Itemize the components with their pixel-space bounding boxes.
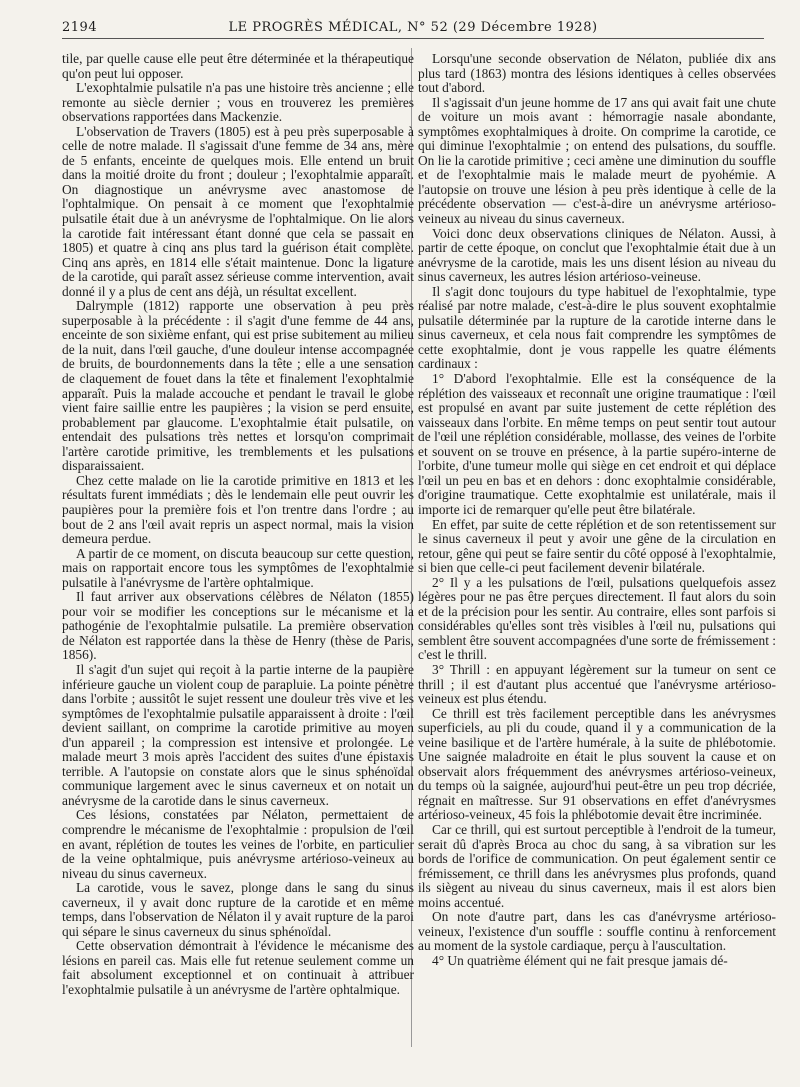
paragraph: 2° Il y a les pulsations de l'œil, pulsations quelquefois assez légères pour ne pas être perçues directement. Il faut alors du soin et de la précision pour les sentir. Au contraire, elles sont parfois si considérables qu'elles sont très visibles à l'œil nu, pulsations qui semblent être souvent accompagnées d'une sorte de frémissement : c'est le thrill. [418, 574, 776, 663]
left-column [62, 52, 414, 998]
running-title: LE PROGRÈS MÉDICAL, N° 52 (29 Décembre 1928) [228, 20, 598, 35]
paragraph: Il s'agit donc toujours du type habituel de l'exophtalmie, type réalisé par notre malade, c'est-à-dire le plus souvent exophtalmie pulsatile déterminée par la rupture de la carotide interne dans le sinus caverneux, et cela nous fait comprendre les symptômes de cette exophtalmie, dont je vous rappelle les quatre éléments cardinaux : [418, 283, 776, 372]
paragraph: 4° Un quatrième élément qui ne fait presque jamais dé- [432, 952, 728, 968]
running-header [62, 16, 764, 39]
paragraph: Voici donc deux observations cliniques de Nélaton. Aussi, à partir de cette époque, on conclut que l'exophtalmie était due à un anévrysme de la carotide, mais les uns disent lésion au niveau du sinus caverneux, les autres lésion artérioso-veineuse. [418, 225, 776, 285]
paragraph: La carotide, vous le savez, plonge dans le sang du sinus caverneux, il y avait donc rupture de la carotide et en même temps, dans l'observation de Nélaton il y avait rupture de la paroi qui sépare le sinus caverneux du sinus sphénoïdal. [62, 880, 414, 939]
paragraph: On note d'autre part, dans les cas d'anévrysme artérioso-veineux, l'existence d'un souffle : souffle continu à renforcement au moment de la systole cardiaque, perçu à l'auscultation. [418, 909, 776, 954]
paragraph: Il faut arriver aux observations célèbres de Nélaton (1855) pour voir se modifier les conceptions sur le mécanisme et la pathogénie de l'exophtalmie pulsatile. La première observation de Nélaton est rapportée dans la thèse de Henry (thèse de Paris, 1856). [62, 589, 414, 663]
paragraph: Dalrymple (1812) rapporte une observation à peu près superposable à la précédente : il s'agit d'une femme de 44 ans, enceinte de son sixième enfant, qui est prise subitement au milieu de la nuit, dans l'œil gauche, d'une douleur intense accompagnée de bruits, de bourdonnements dans la tête ; elle a une sensation de claquement de fouet dans la tête et finalement l'exophtalmie apparaît. Puis la malade accouche et pendant le travail le globe vient faire saillie entre les paupières ; la vision se perd ensuite, probablement par glaucome. L'exophtalmie était pulsatile, on entendait des pulsations très nettes et lorsqu'on comprimait l'artère carotide primitive, les tremblements et les pulsations disparaissaient. [62, 298, 414, 474]
paragraph: tile, par quelle cause elle peut être déterminée et la thérapeutique qu'on peut lui opposer. [62, 51, 414, 81]
paragraph: Il s'agissait d'un jeune homme de 17 ans qui avait fait une chute de voiture un mois avant : hémorragie nasale abondante, symptômes exophtalmiques à droite. On comprime la carotide, ce qui diminue l'exophtalmie ; on entend des pulsations, du souffle. On lie la carotide primitive ; ceci amène une diminution du souffle et de l'exophtalmie mais le malade meurt de pyohémie. A l'autopsie on trouve une lésion à peu près identique à celle de la précédente observation — c'est-à-dire un anévrysme artérioso-veineux au niveau du sinus caverneux. [418, 94, 776, 227]
paragraph: L'exophtalmie pulsatile n'a pas une histoire très ancienne ; elle remonte au siècle dernier ; vous en trouverez les premières observations rapportées dans Mackenzie. [62, 80, 414, 125]
paragraph: Lorsqu'une seconde observation de Nélaton, publiée dix ans plus tard (1863) montra des lésions identiques à celles observées tout d'abord. [418, 51, 776, 96]
paragraph: Ce thrill est très facilement perceptible dans les anévrysmes superficiels, au pli du coude, quand il y a communication de la veine basilique et de l'artère humérale, à la suite de phlébotomie. Une saignée maladroite en était le plus souvent la cause et on observait alors fréquemment des anévrysmes artérioso-veineux, du temps où la saignée, aujourd'hui peut-être un peu trop décriée, régnait en maîtresse. Sur 91 observations en effet d'anévrysmes artérioso-veineux, 45 fois la phlébotomie devait être incriminée. [418, 705, 776, 823]
paragraph: Car ce thrill, qui est surtout perceptible à l'endroit de la tumeur, serait dû d'après Broca au choc du sang, à sa vibration sur les bords de l'orifice de communication. On peut également sentir ce frémissement, ce thrill dans les anévrysmes plus profonds, quand ils siègent au niveau du sinus caverneux, mais il est alors bien moins accentué. [418, 821, 776, 910]
paragraph: 1° D'abord l'exophtalmie. Elle est la conséquence de la réplétion des vaisseaux et reconnaît une origine traumatique : l'œil est propulsé en avant par suite justement de cette réplétion des vaisseaux dans l'orbite. En même temps on peut sentir tout autour de l'œil une réplétion considérable, mollasse, des veines de l'orbite et souvent on se trouve en présence, à la partie supéro-interne de l'orbite, d'une tumeur molle qui siège en cet endroit et qui déplace l'œil un peu en bas et en dehors : donc exophtalmie considérable, d'origine traumatique. Cette exophtalmie est unilatérale, mais il importe ici de remarquer qu'elle peut être bilatérale. [418, 371, 776, 517]
paragraph: L'observation de Travers (1805) est à peu près superposable à celle de notre malade. Il s'agissait d'une femme de 34 ans, mère de 5 enfants, enceinte de quelques mois. Elle entend un bruit dans la moitié droite du front ; douleur ; l'exophtalmie apparaît. On diagnostique un anévrysme avec anastomose de l'ophtalmique. On pensait à ce moment que l'exophtalmie pulsatile était due à un anévrysme de l'ophtalmique. On lie alors la carotide fait intéressant étant donné que cela se passait en 1805) et quatre à cinq ans plus tard la guérison était complète. Cinq ans après, en 1814 elle s'était maintenue. Donc la ligature de la carotide, qui paraît assez sérieuse comme intervention, avait donné il y a plus de cent ans déjà, un résultat excellent. [62, 123, 414, 299]
paragraph: En effet, par suite de cette réplétion et de son retentissement sur le sinus caverneux il peut y avoir une gêne de la circulation en retour, gêne qui peut se faire sentir du côté opposé à l'exophtalmie, si bien que celle-ci peut facilement devenir bilatérale. [418, 516, 776, 576]
paragraph: Il s'agit d'un sujet qui reçoit à la partie interne de la paupière inférieure gauche un violent coup de parapluie. La pointe pénètre dans l'orbite ; aussitôt le sujet ressent une douleur très vive et les symptômes de l'exophtalmie pulsatile apparaissent à droite : l'œil devient saillant, on comprime la carotide primitive au moyen d'un appareil ; la compression est intensive et prolongée. Le malade meurt 3 mois après l'accident des suites d'une épistaxis terrible. A l'autopsie on constate alors que le sinus sphénoïdal communique largement avec le sinus caverneux et on notait un anévrysme de la carotide dans le sinus caverneux. [62, 661, 414, 808]
paragraph: 3° Thrill : en appuyant légèrement sur la tumeur on sent ce thrill ; il est d'autant plus accentué que l'anévrysme artérioso-veineux est plus étendu. [418, 661, 776, 707]
page-number: 2194 [62, 20, 98, 35]
right-column [418, 52, 776, 968]
paragraph: Ces lésions, constatées par Nélaton, permettaient de comprendre le mécanisme de l'exophtalmie : propulsion de l'œil en avant, réplétion de toutes les veines de l'orbite, en particulier de la veine ophtalmique, puis anévrysme artérioso-veineux au niveau du sinus caverneux. [62, 807, 414, 881]
paragraph: A partir de ce moment, on discuta beaucoup sur cette question, mais on rapportait encore tous les symptômes de l'exophtalmie pulsatile à l'anévrysme de l'artère ophtalmique. [62, 545, 414, 590]
paragraph: Cette observation démontrait à l'évidence le mécanisme des lésions en pareil cas. Mais elle fut retenue seulement comme un fait absolument exceptionnel et on continuait à attribuer l'exophtalmie pulsatile à un anévrysme de l'artère ophtalmique. [62, 938, 414, 997]
paragraph: Chez cette malade on lie la carotide primitive en 1813 et les résultats furent immédiats ; dès le lendemain elle peut ouvrir les paupières pour la première fois et l'on trentre dans l'ordre ; au bout de 2 ans l'œil avait repris un aspect normal, mais la vision demeura perdue. [62, 472, 414, 547]
